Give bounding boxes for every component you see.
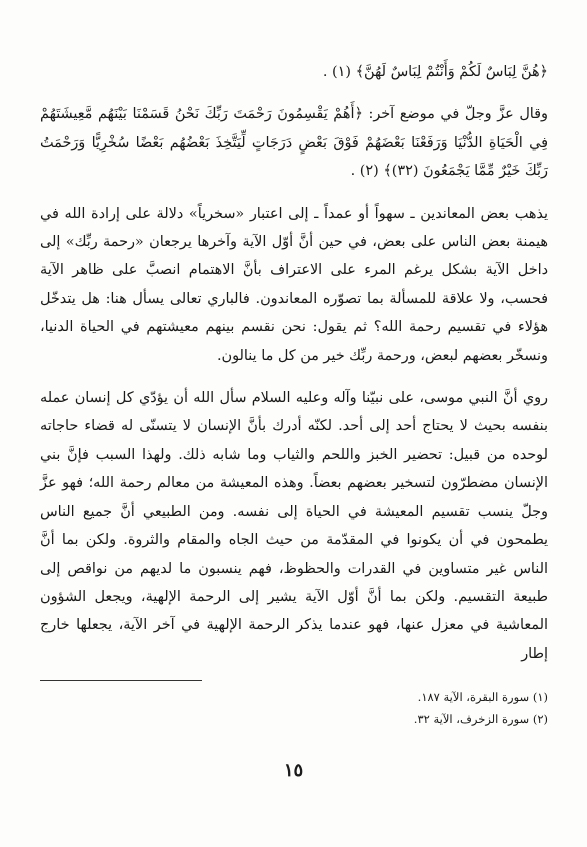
paragraph-commentary: يذهب بعض المعاندين ـ سهواً أو عمداً ـ إلى اعتبار «سخرياً» دلالة على إرادة الله في هيمنة بعض الناس على بعض، في حين أنَّ أوّل الآية وآخرها يرجعان «رحمة ربِّك» إلى داخل الآية بشكل يرغم المرء على الاعتراف بأنَّ الاهتمام انصبَّ على ظاهر الآية فحسب، ولا علاقة للمسألة بما تصوّره المعاندون. فالباري تعالى يسأل هنا: هل يتدخّل هؤلاء في تقسيم رحمة الله؟ ثم يقول: نحن نقسم بينهم معيشتهم في الحياة الدنيا، ونسخّر بعضهم لبعض، ورحمة ربِّك خير من كل ما ينالون. <box>40 205 548 364</box>
footnote-divider <box>40 680 202 681</box>
paragraph-verse-quote: وقال عزَّ وجلّ في موضع آخر: ﴿أَهُمْ يَقْسِمُونَ رَحْمَتَ رَبِّكَ نَحْنُ قَسَمْنَا بَيْنَهُم مَّعِيشَتَهُمْ فِي الْحَيَاةِ الدُّنْيَا وَرَفَعْنَا بَعْضَهُمْ فَوْقَ بَعْضٍ دَرَجَاتٍ لِّيَتَّخِذَ بَعْضُهُم بَعْضًا سُخْرِيًّا وَرَحْمَتُ رَبِّكَ خَيْرٌ مِّمَّا يَجْمَعُونَ (٣٢)﴾ (٢) . <box>40 106 548 180</box>
footnote-2: (٢) سورة الزخرف، الآية ٣٢. <box>413 712 548 726</box>
footnotes <box>40 686 548 730</box>
paragraph-narration: روي أنَّ النبي موسى، على نبيّنا وآله وعليه السلام سأل الله أن يؤدّي كل إنسان عمله بنفسه بحيث لا يحتاج أحد إلى أحد. لكنّه أدرك بأنَّ الإنسان لا يتسنّى له قضاء حاجاته لوحده من قبيل: تحضير الخبز واللحم والثياب وما شابه ذلك. ولهذا السبب فإنَّ بني الإنسان مضطرّون لتسخير بعضهم بعضاً. وهذه المعيشة من معالم رحمة الله؛ فهو عزَّ وجلّ ينسب تقسيم المعيشة في الحياة إلى نفسه. ومن الطبيعي أنَّ جميع الناس يطمحون في أن يكونوا في المقدّمة من حيث الجاه والمقام والثروة. ولكن بما أنَّ الناس غير متساوين في القدرات والحظوظ، فهم ينسبون ما لديهم من نواقص إلى طبيعة التقسيم. ولكن بما أنَّ أوّل الآية يشير إلى الرحمة الإلهية، ويجعل الشؤون المعاشية في معزل عنها، فهو عندما يذكر الرحمة الإلهية في آخر الآية، يجعلها خارج إطار <box>40 390 548 662</box>
quran-verse-paragraph: ﴿هُنَّ لِبَاسٌ لَكُمْ وَأَنْتُمْ لِبَاسٌ لَهُنَّ﴾ (١) . <box>322 64 548 80</box>
main-text <box>40 58 548 668</box>
page-number: ١٥ <box>283 760 304 781</box>
footnote-1: (١) سورة البقرة، الآية ١٨٧. <box>417 690 548 704</box>
